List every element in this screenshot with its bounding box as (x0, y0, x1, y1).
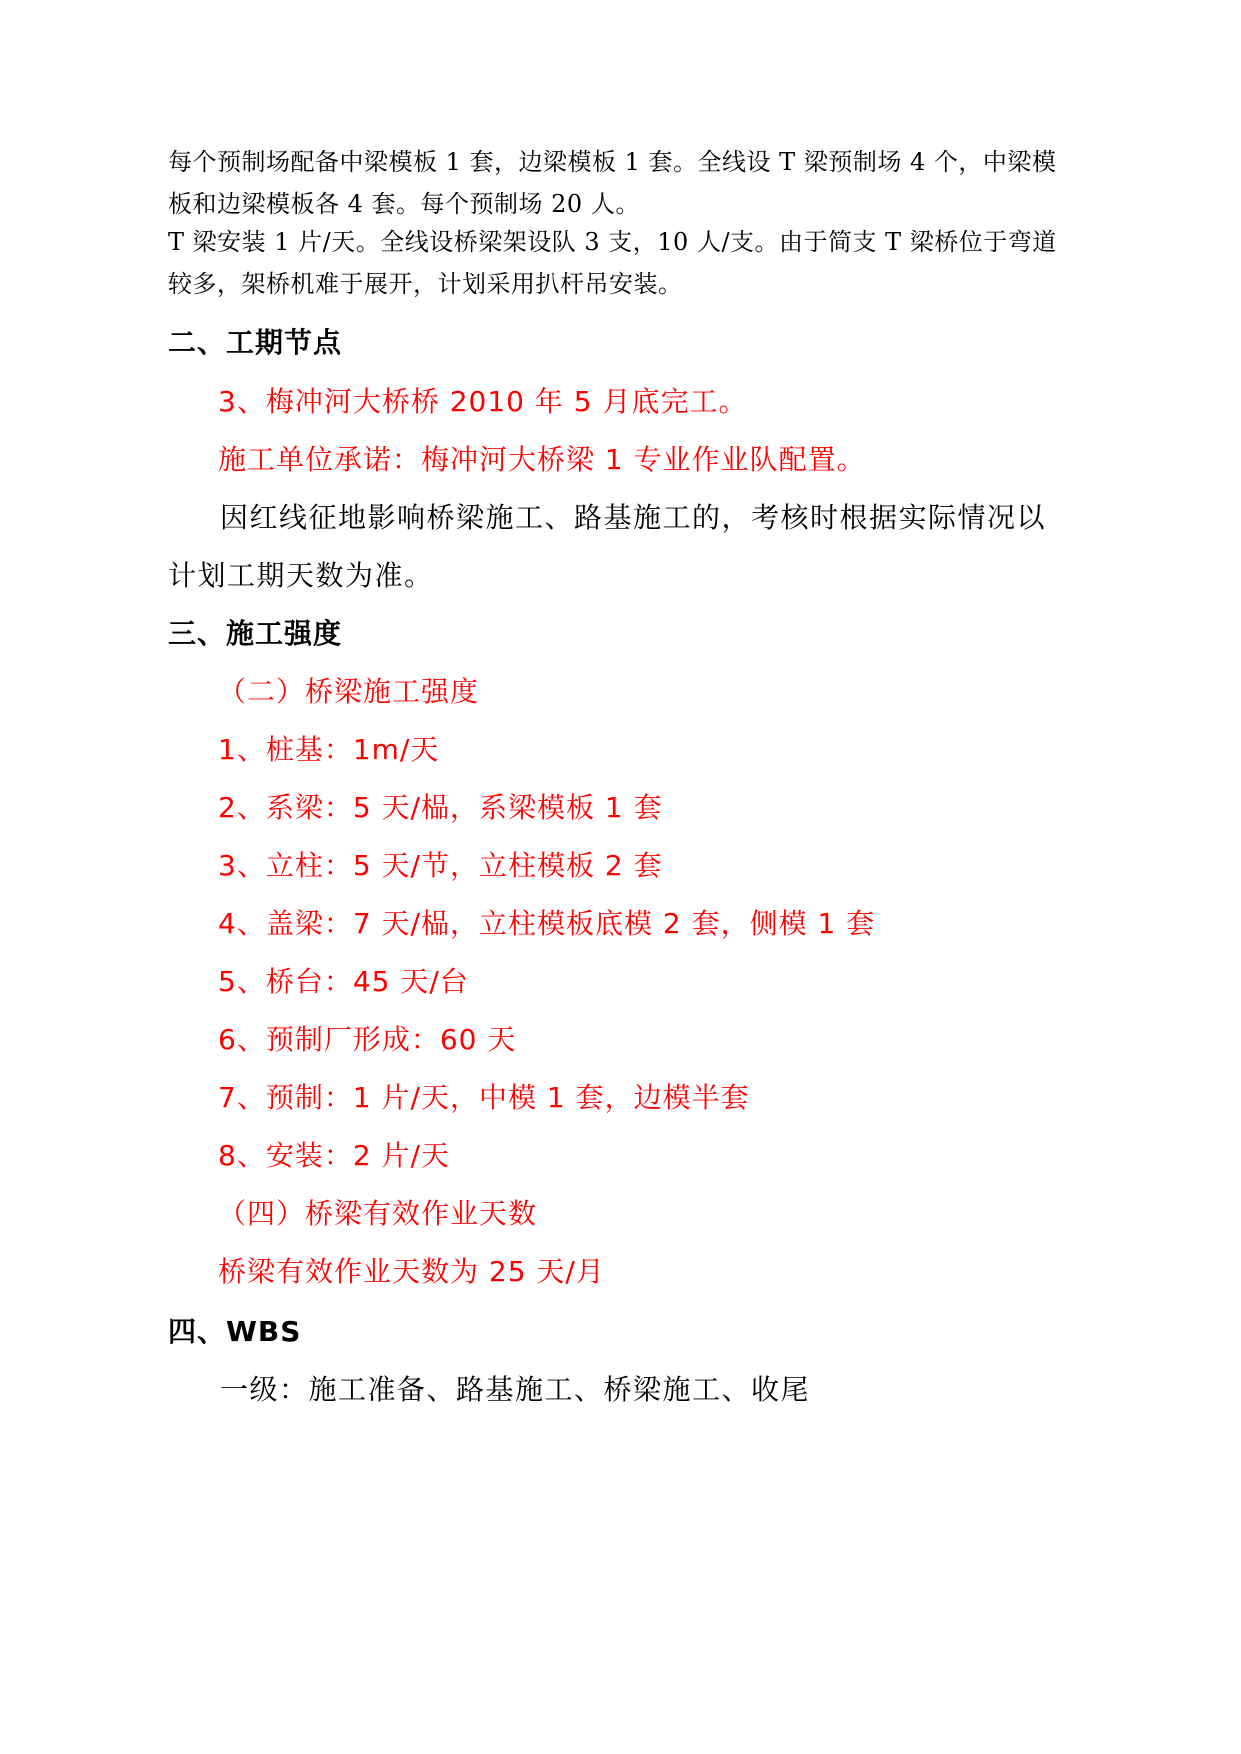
intro-line-4: 较多，架桥机难于展开，计划采用扒杆吊安装。 (168, 270, 683, 298)
section4-level1: 一级：施工准备、路基施工、桥梁施工、收尾 (220, 1373, 811, 1406)
section3-item-7: 7、预制：1 片/天，中模 1 套，边模半套 (218, 1081, 750, 1114)
intro-line-2: 板和边梁模板各 4 套。每个预制场 20 人。 (168, 190, 640, 218)
section3-sub-bridge: （二）桥梁施工强度 (218, 675, 480, 708)
section3-item-4: 4、盖梁：7 天/榀，立柱模板底模 2 套，侧模 1 套 (218, 907, 876, 940)
section4-heading: 四、WBS (168, 1315, 302, 1348)
section3-heading: 三、施工强度 (168, 617, 343, 650)
section3-item-8: 8、安装：2 片/天 (218, 1139, 450, 1172)
section2-item3: 3、梅冲河大桥桥 2010 年 5 月底完工。 (218, 385, 748, 418)
intro-line-3: T 梁安装 1 片/天。全线设桥梁架设队 3 支，10 人/支。由于简支 T 梁桥位于弯道 (168, 228, 1057, 256)
section3-item-2: 2、系梁：5 天/榀，系梁模板 1 套 (218, 791, 663, 824)
intro-line-1: 每个预制场配备中梁模板 1 套，边梁模板 1 套。全线设 T 梁预制场 4 个，中梁模 (168, 148, 1057, 176)
section2-promise: 施工单位承诺：梅冲河大桥梁 1 专业作业队配置。 (218, 443, 866, 476)
section3-item-3: 3、立柱：5 天/节，立柱模板 2 套 (218, 849, 663, 882)
section2-note-line-2: 计划工期天数为准。 (168, 559, 434, 592)
section2-heading: 二、工期节点 (168, 326, 343, 359)
section2-note-line-1: 因红线征地影响桥梁施工、路基施工的，考核时根据实际情况以 (220, 501, 1047, 534)
section3-days-text: 桥梁有效作业天数为 25 天/月 (218, 1255, 605, 1288)
section3-item-6: 6、预制厂形成：60 天 (218, 1023, 517, 1056)
section3-sub-days: （四）桥梁有效作业天数 (218, 1197, 538, 1230)
section3-item-5: 5、桥台：45 天/台 (218, 965, 469, 998)
section3-item-1: 1、桩基：1m/天 (218, 733, 440, 766)
